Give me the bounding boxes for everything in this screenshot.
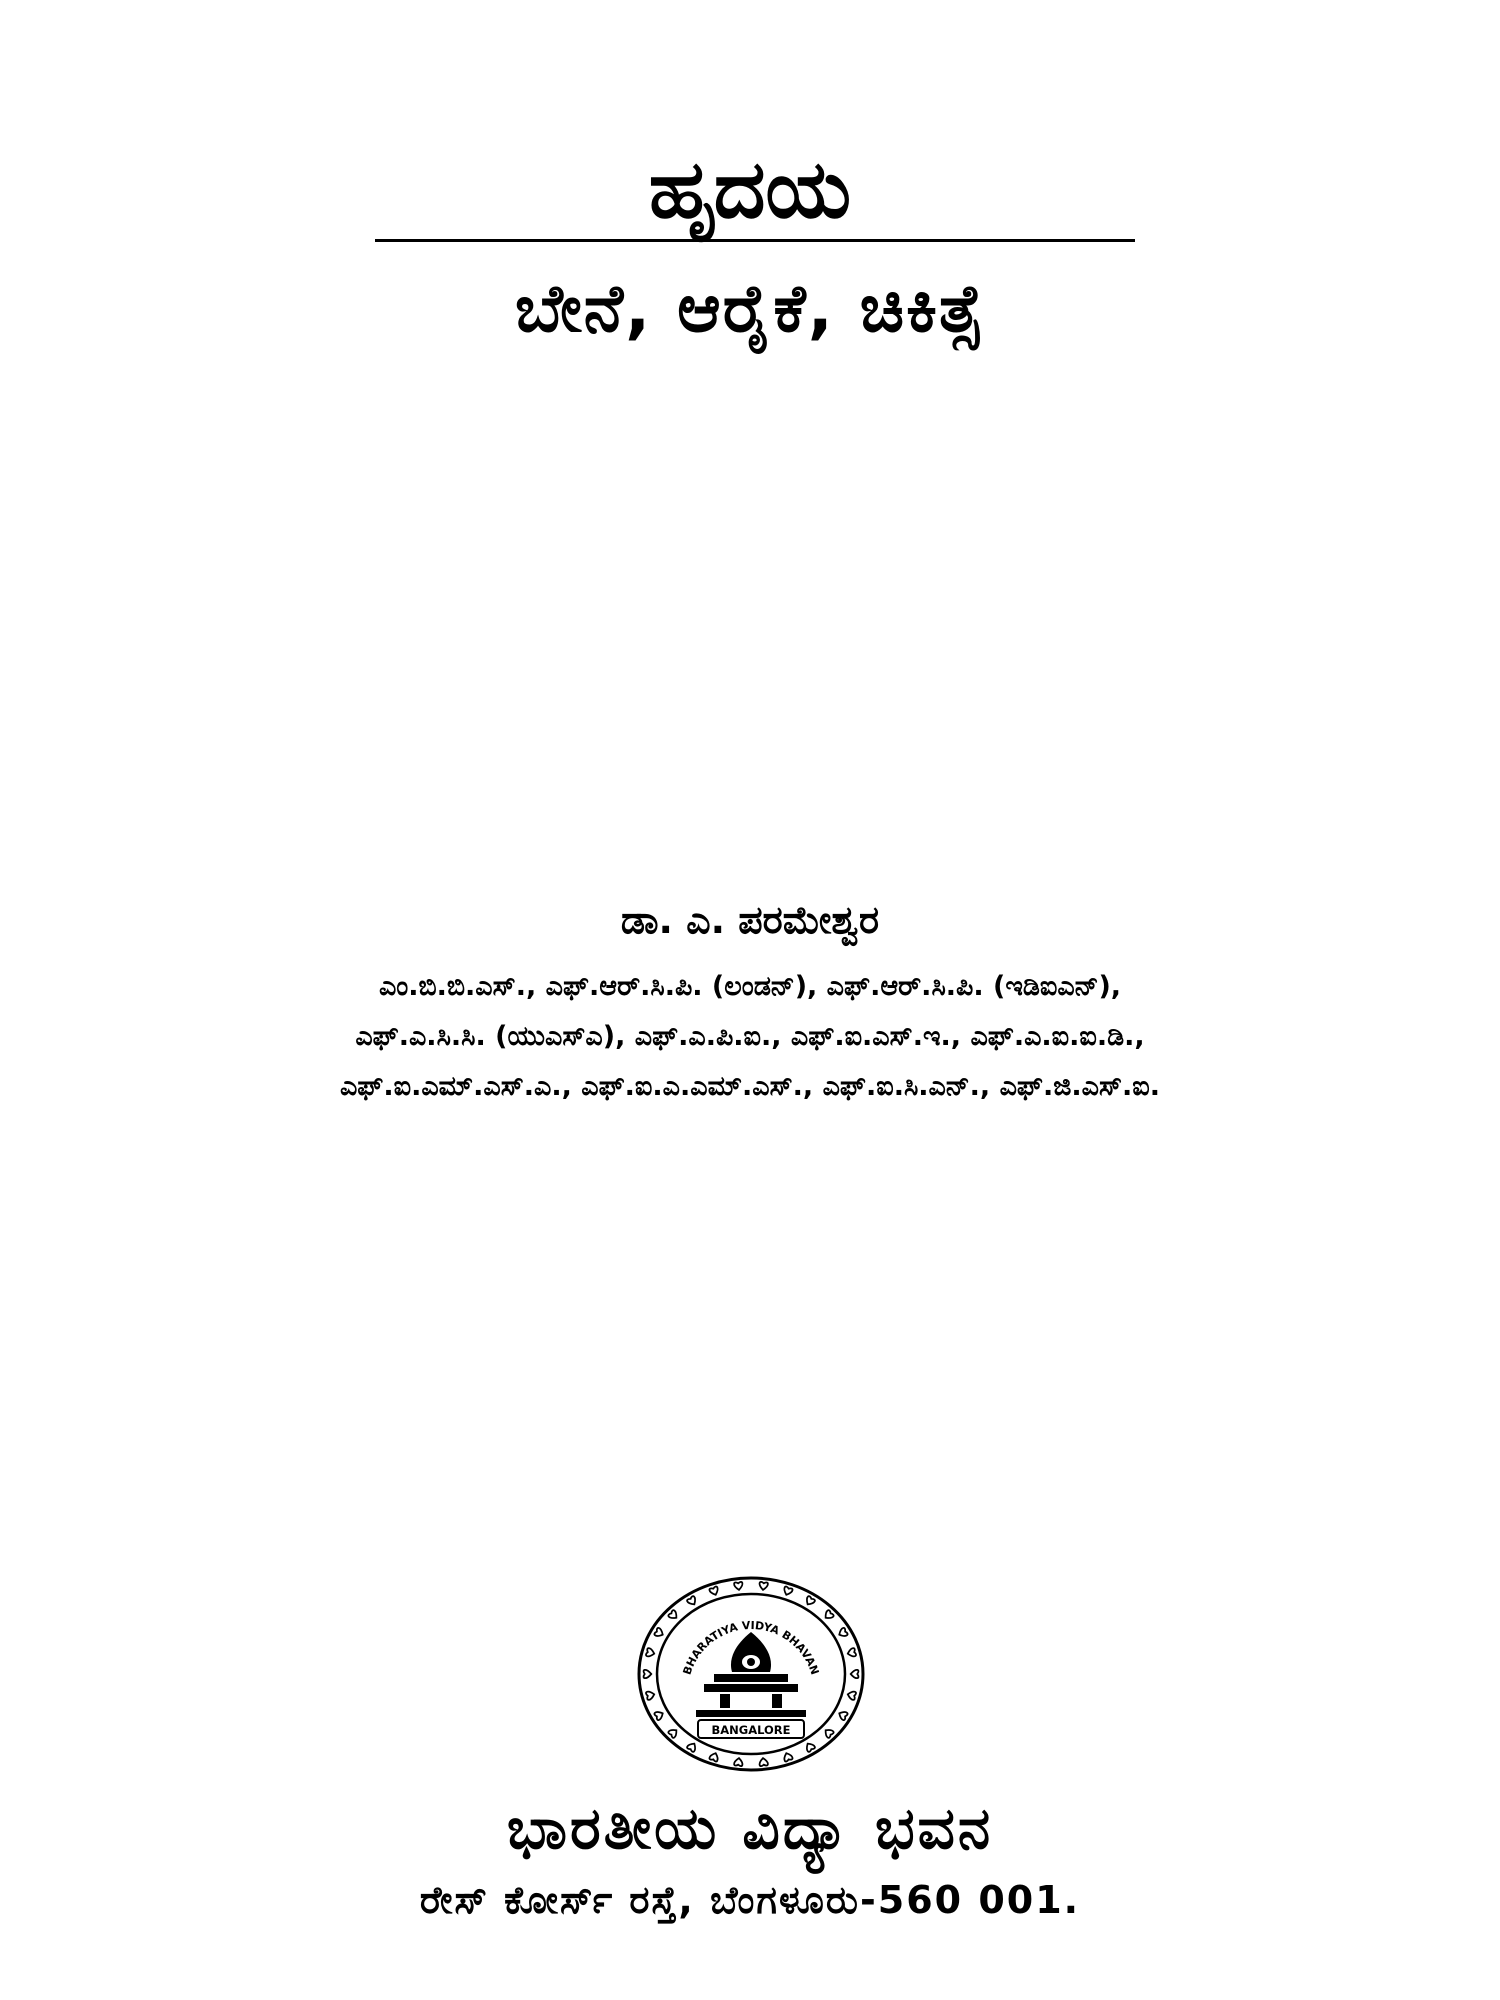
heart-icon bbox=[734, 1582, 743, 1591]
book-title: ಹೃದಯ bbox=[648, 143, 852, 236]
heart-icon bbox=[709, 1752, 720, 1762]
heart-icon bbox=[847, 1690, 857, 1700]
qualification-line: ಎಫ್.ಎ.ಸಿ.ಸಿ. (ಯುಎಸ್ಎ), ಎಫ್.ಎ.ಪಿ.ಐ., ಎಫ್.ಐ.ಎಸ್.ಇ., ಎಫ್.ಎ.ಐ.ಐ.ಡಿ., bbox=[355, 1021, 1145, 1052]
heart-icon bbox=[668, 1610, 679, 1621]
heart-icon bbox=[804, 1596, 815, 1607]
title-divider bbox=[375, 239, 1135, 242]
heart-icon bbox=[654, 1627, 665, 1638]
heart-icon bbox=[823, 1727, 834, 1738]
heart-icon bbox=[759, 1758, 768, 1767]
book-subtitle: ಬೇನೆ, ಆರೈಕೆ, ಚಿಕಿತ್ಸೆ bbox=[515, 270, 985, 347]
heart-icon bbox=[668, 1727, 679, 1738]
heart-icon bbox=[837, 1710, 848, 1721]
heart-icon bbox=[709, 1586, 720, 1596]
publisher-address: ರೇಸ್ ಕೋರ್ಸ್ ರಸ್ತೆ, ಬೆಂಗಳೂರು-560 001. bbox=[419, 1878, 1081, 1922]
heart-icon bbox=[804, 1741, 815, 1752]
heart-icon bbox=[837, 1627, 848, 1638]
qualification-line: ಎಫ್.ಐ.ಎಮ್.ಎಸ್.ಎ., ಎಫ್.ಐ.ಎ.ಎಮ್.ಎಸ್., ಎಫ್.ಐ.ಸಿ.ಎನ್., ಎಫ್.ಜಿ.ಎಸ್.ಐ. bbox=[339, 1071, 1161, 1102]
heart-icon bbox=[687, 1741, 698, 1752]
author-qualifications bbox=[20, 962, 1480, 1112]
heart-icon bbox=[646, 1648, 656, 1658]
heart-icon bbox=[851, 1670, 859, 1678]
heart-icon bbox=[646, 1690, 656, 1700]
publisher-emblem bbox=[636, 1574, 866, 1774]
heart-icon bbox=[847, 1648, 857, 1658]
publisher-name: ಭಾರತೀಯ ವಿದ್ಯಾ ಭವನ bbox=[506, 1794, 994, 1862]
emblem-base-text: BANGALORE bbox=[711, 1723, 791, 1737]
heart-icon bbox=[759, 1582, 768, 1591]
emblem-arc-text: BHARATIYA VIDYA BHAVAN bbox=[680, 1618, 822, 1677]
heart-icon bbox=[782, 1752, 793, 1762]
heart-icon bbox=[687, 1596, 698, 1607]
heart-icon bbox=[734, 1758, 743, 1767]
heart-icon bbox=[823, 1610, 834, 1621]
heart-icon bbox=[782, 1586, 793, 1596]
heart-icon bbox=[654, 1710, 665, 1721]
author-name: ಡಾ. ಎ. ಪರಮೇಶ್ವರ bbox=[620, 898, 880, 942]
heart-icon bbox=[644, 1670, 652, 1678]
qualification-line: ಎಂ.ಬಿ.ಬಿ.ಎಸ್., ಎಫ್.ಆರ್.ಸಿ.ಪಿ. (ಲಂಡನ್), ಎಫ್.ಆರ್.ಸಿ.ಪಿ. (ಇಡಿಐಎನ್), bbox=[378, 971, 1122, 1002]
